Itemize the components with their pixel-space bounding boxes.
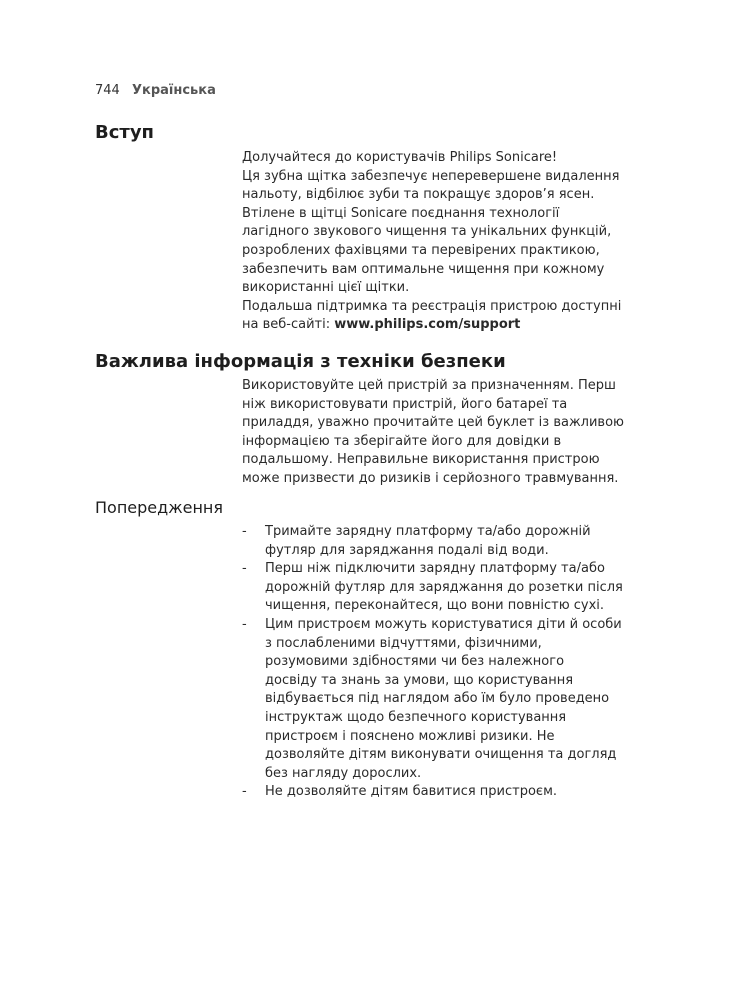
intro-line: Ця зубна щітка забезпечує неперевершене видалення	[242, 168, 620, 184]
list-item-line: пристроєм і пояснено можливі ризики. Не	[265, 728, 555, 744]
intro-website-line	[242, 316, 647, 335]
list-item-line: дорожній футляр для заряджання до розетки після	[265, 579, 623, 595]
safety-line: може призвести до ризиків і серйозного травмування.	[242, 470, 619, 486]
list-item-line: Перш ніж підключити зарядну платформу та/або	[265, 561, 605, 577]
list-item-line: з послабленими відчуттями, фізичними,	[265, 635, 542, 651]
language-label: Українська	[131, 83, 216, 98]
list-item-line: без нагляду дорослих.	[265, 765, 422, 781]
intro-heading: Вступ	[95, 122, 154, 143]
page-header	[95, 82, 216, 100]
safety-line: подальшому. Неправильне використання пристрою	[242, 452, 600, 468]
intro-line: використанні цієї щітки.	[242, 280, 410, 296]
list-item-line: футляр для заряджання подалі від води.	[265, 542, 549, 558]
safety-line: інформацією та зберігайте його для довідки в	[242, 433, 562, 449]
bullet-dash: -	[242, 616, 247, 632]
list-item-line: інструктаж щодо безпечного користування	[265, 709, 567, 725]
list-item-line: досвіду та знань за умови, що користування	[265, 672, 574, 688]
list-item	[242, 783, 647, 802]
intro-line: лагідного звукового чищення та унікальних функцій,	[242, 224, 612, 240]
website-prefix: на веб-сайті:	[242, 317, 335, 333]
intro-line: нальоту, відбілює зуби та покращує здоров’я ясен.	[242, 187, 595, 203]
bullet-dash: -	[242, 561, 247, 577]
intro-line: розроблених фахівцями та перевірених практикою,	[242, 242, 600, 258]
list-item-line: чищення, переконайтеся, що вони повністю сухі.	[265, 598, 605, 614]
list-item	[242, 560, 647, 616]
list-item-line: відбувається під наглядом або їм було проведено	[265, 691, 610, 707]
website-link[interactable]: www.philips.com/support	[334, 317, 521, 333]
safety-paragraph	[242, 377, 647, 489]
intro-line: Подальша підтримка та реєстрація пристрою доступні	[242, 298, 622, 314]
safety-line: ніж використовувати пристрій, його батареї та	[242, 396, 568, 412]
intro-paragraph	[242, 149, 647, 335]
intro-line: забезпечить вам оптимальне чищення при кожному	[242, 261, 605, 277]
intro-line: Втілене в щітці Sonicare поєднання технології	[242, 205, 560, 221]
safety-heading: Важлива інформація з техніки безпеки	[95, 351, 506, 372]
warnings-list	[242, 523, 647, 802]
safety-line: Використовуйте цей пристрій за призначенням. Перш	[242, 378, 616, 393]
list-item	[242, 523, 647, 560]
list-item	[242, 616, 647, 783]
intro-line: Долучайтеся до користувачів Philips Sonicare!	[242, 150, 558, 165]
page-number: 744	[95, 83, 120, 98]
bullet-dash: -	[242, 524, 247, 539]
list-item-line: розумовими здібностями чи без належного	[265, 654, 565, 670]
list-item-line: дозволяйте дітям виконувати очищення та догляд	[265, 747, 617, 763]
list-item-line: Не дозволяйте дітям бавитися пристроєм.	[265, 784, 558, 800]
bullet-dash: -	[242, 784, 247, 800]
warnings-heading: Попередження	[95, 498, 223, 517]
safety-line: приладдя, уважно прочитайте цей буклет із важливою	[242, 415, 624, 431]
list-item-line: Тримайте зарядну платформу та/або дорожній	[265, 524, 591, 539]
list-item-line: Цим пристроєм можуть користуватися діти й особи	[265, 616, 622, 632]
